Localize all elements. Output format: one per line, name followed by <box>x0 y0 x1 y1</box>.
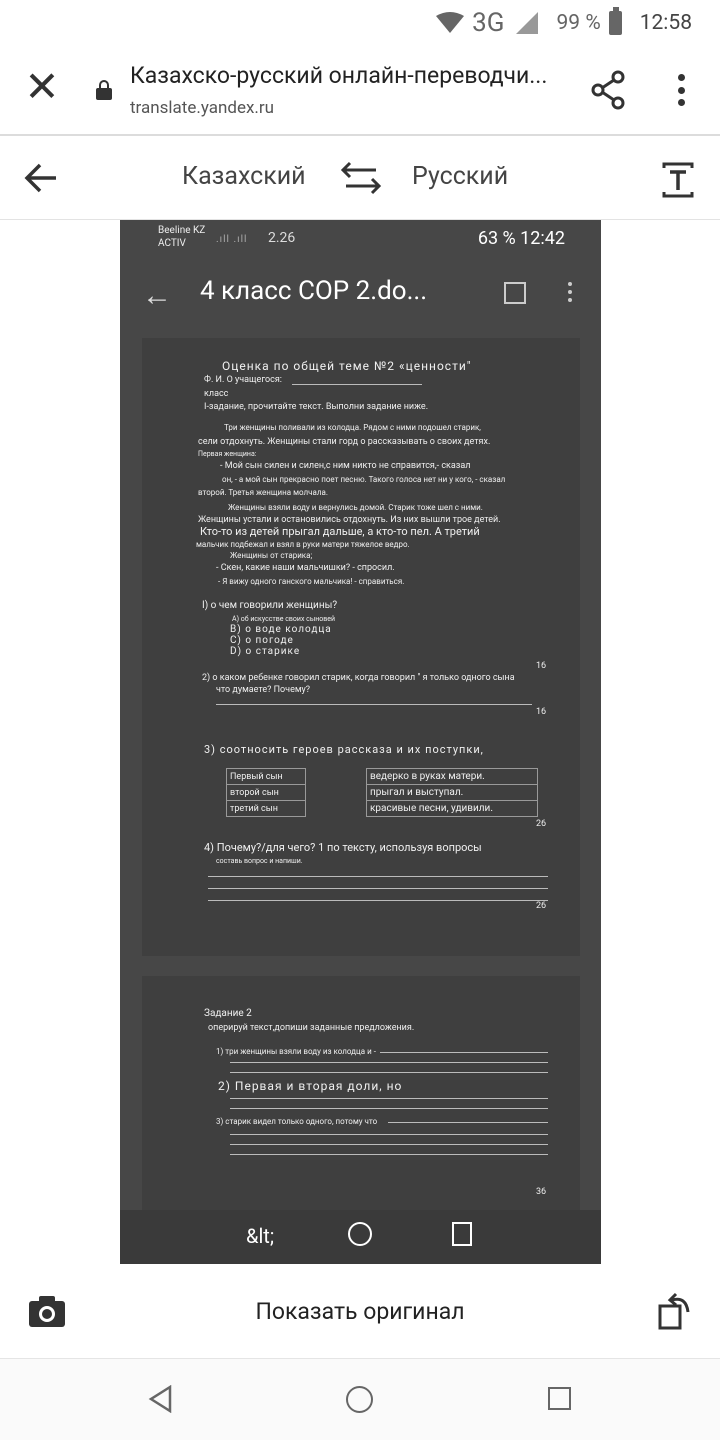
image-open-external-icon <box>504 282 526 304</box>
network-type: 3G <box>472 8 505 38</box>
table-cell: ведерко в руках матери. <box>367 769 538 785</box>
document-page-2 <box>142 976 580 1216</box>
nav-back-icon[interactable] <box>148 1385 174 1413</box>
doc-text-line: Кто-то из детей прыгал дальше, а кто-то пел. А третий <box>200 525 480 538</box>
bottom-action-bar <box>0 1264 720 1358</box>
doc-text-line: Женщины взяли воду и вернулись домой. Старик тоже шел с ними. <box>228 503 483 512</box>
system-nav-bar <box>0 1358 720 1440</box>
doc-name-line: Ф. И. О учащегося: <box>204 375 282 385</box>
doc-option: А) об искусстве своих сыновей <box>232 615 336 623</box>
doc-option: D) о старике <box>230 646 301 657</box>
doc-text-line: Три женщины поливали из колодца. Рядом с ними подошел старик, <box>224 423 481 432</box>
table-cell: второй сын <box>227 785 306 801</box>
share-icon[interactable] <box>590 70 626 110</box>
doc-text-line: Женщины устали и остановились отдохнуть. Из них вышли трое детей. <box>198 515 501 525</box>
swap-languages-icon[interactable] <box>340 158 382 198</box>
image-back-icon: ← <box>142 278 172 313</box>
doc-score: 26 <box>536 901 547 911</box>
doc-option: В) о воде колодца <box>230 624 332 635</box>
doc-score: 36 <box>536 1187 547 1197</box>
doc-sentence: 1) три женщины взяли воду из колодца и - <box>216 1047 376 1056</box>
doc-table-actions <box>366 768 538 817</box>
doc-text-line: он, - а мой сын прекрасно поет песню. Такого голоса нет ни у кого, - сказал <box>222 475 506 484</box>
wifi-icon <box>436 12 464 34</box>
doc-task2: Задание 2 <box>204 1008 252 1019</box>
carrier-name: Beeline KZ <box>158 225 206 236</box>
table-cell: Первый сын <box>227 769 306 785</box>
doc-sentence: 3) старик видел только одного, потому что <box>216 1117 378 1126</box>
page-url[interactable]: translate.yandex.ru <box>130 98 275 118</box>
page-title[interactable]: Казахско-русский онлайн-переводчи... <box>130 62 548 89</box>
doc-question-2b: что думаете? Почему? <box>216 685 311 695</box>
image-app-toolbar <box>120 256 601 330</box>
rotate-icon[interactable] <box>656 1292 696 1332</box>
show-original-button[interactable]: Показать оригинал <box>255 1298 465 1325</box>
image-home-icon <box>348 1222 372 1246</box>
doc-score: 26 <box>536 819 547 829</box>
image-doc-title: 4 класс СОР 2.do... <box>200 276 428 306</box>
lock-icon <box>96 80 112 100</box>
image-nav-bar <box>120 1210 601 1264</box>
nav-home-icon[interactable] <box>346 1386 373 1413</box>
battery-percent: 99 % <box>556 11 601 35</box>
doc-question-1: I) о чем говорили женщины? <box>202 600 338 611</box>
doc-text-line: мальчик подбежал и взял в руки матери тяжелое ведро. <box>196 540 410 549</box>
doc-question-4b: составь вопрос и напиши. <box>216 857 303 865</box>
battery-icon <box>609 11 622 35</box>
status-bar <box>0 0 720 44</box>
doc-text-line: Первая женщина: <box>198 450 257 458</box>
image-status-bar <box>120 220 601 256</box>
translate-language-bar <box>0 138 720 220</box>
table-cell: прыгал и выступал. <box>367 785 538 801</box>
clock: 12:58 <box>639 11 692 35</box>
image-recents-icon <box>452 1222 472 1246</box>
image-signal-icon: .ıll .ıll <box>216 234 248 245</box>
image-nav-back-glyph: &lt; <box>246 1224 275 1248</box>
close-icon[interactable]: ✕ <box>24 63 60 112</box>
image-data-speed: 2.26 <box>268 230 296 246</box>
browser-address-bar <box>0 44 720 136</box>
doc-text-line: - Я вижу одного ганского мальчика! - справиться. <box>218 577 405 586</box>
doc-table-heroes <box>226 768 306 817</box>
target-language-button[interactable]: Русский <box>412 162 509 191</box>
doc-question-4: 4) Почему?/для чего? 1 по тексту, используя вопросы <box>204 841 482 854</box>
carrier-status: ACTIV <box>158 238 186 249</box>
more-menu-icon[interactable] <box>668 70 694 110</box>
doc-question-2: 2) о каком ребенке говорил старик, когда говорил " я только одного сына <box>202 673 515 683</box>
doc-option: С) о погоде <box>230 635 294 646</box>
back-arrow-icon[interactable] <box>20 156 64 200</box>
doc-score: 16 <box>536 707 547 717</box>
text-overlay-icon[interactable] <box>660 160 696 200</box>
signal-icon <box>513 12 541 34</box>
document-page-1 <box>142 338 580 956</box>
translated-image <box>120 220 601 1264</box>
doc-class-line: класс <box>204 389 229 399</box>
doc-text-line: - Скен, какие наши мальчишки? - спросил. <box>216 563 395 573</box>
table-cell: красивые песни, удивили. <box>367 801 538 817</box>
doc-text-line: второй. Третья женщина молчала. <box>198 488 328 497</box>
table-cell: третий сын <box>227 801 306 817</box>
source-language-button[interactable]: Казахский <box>182 162 306 191</box>
doc-score: 16 <box>536 661 547 671</box>
image-battery-time: 63 % 12:42 <box>477 228 565 249</box>
doc-text-line: - Мой сын силен и силен,с ним никто не справится,- сказал <box>220 461 471 471</box>
nav-recents-icon[interactable] <box>548 1387 571 1410</box>
doc-task1: I-задание, прочитайте текст. Выполни задание ниже. <box>204 402 429 412</box>
doc-task2-instruction: оперируй текст,допиши заданные предложения. <box>208 1023 415 1033</box>
doc-question-3: 3) соотносить героев рассказа и их поступки, <box>204 743 484 756</box>
doc-text-line: Женщины от старика; <box>230 551 313 560</box>
doc-heading: Оценка по общей теме №2 «ценности" <box>222 359 472 373</box>
image-more-icon <box>568 282 572 302</box>
doc-text-line: сели отдохнуть. Женщины стали горд о рассказывать о своих детях. <box>198 437 491 447</box>
doc-sentence: 2) Первая и вторая доли, но <box>218 1079 403 1093</box>
